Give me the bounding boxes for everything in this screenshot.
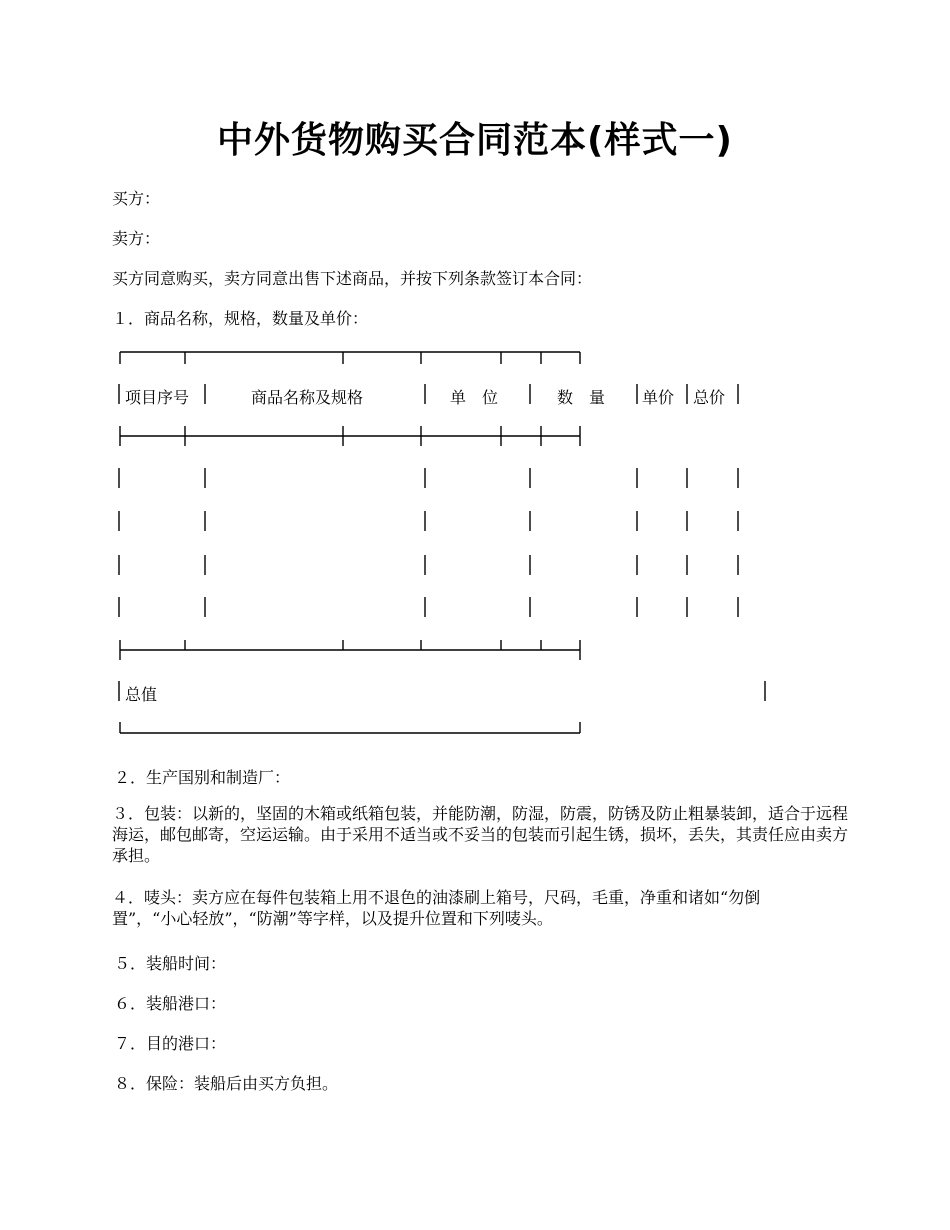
document-title: 中外货物购买合同范本(样式一): [217, 120, 733, 161]
clause-7: ７．目的港口：: [114, 1034, 227, 1053]
header-unit-price: 单价: [642, 388, 675, 407]
clause-8: ８．保险：装船后由买方负担。: [114, 1074, 339, 1093]
total-value-label: 总值: [125, 685, 158, 704]
clause-1: １．商品名称，规格，数量及单价：: [112, 309, 369, 328]
buyer-label: 买方：: [112, 189, 161, 208]
seller-label: 卖方：: [112, 229, 161, 248]
header-item-no: 项目序号: [125, 388, 190, 407]
clause-5: ５．装船时间：: [114, 954, 227, 973]
clause-2: ２．生产国别和制造厂：: [114, 768, 291, 787]
clause-4: ４．唛头：卖方应在每件包装箱上用不退色的油漆刷上箱号，尺码，毛重，净重和诸如“勿倒置”，“小心轻放”，“防潮”等字样，以及提升位置和下列唛头。: [112, 888, 761, 928]
header-unit: 单 位: [450, 388, 499, 407]
intro-text: 买方同意购买，卖方同意出售下述商品，并按下列条款签订本合同：: [112, 269, 593, 288]
header-total-price: 总价: [693, 388, 726, 407]
header-name-spec: 商品名称及规格: [251, 388, 364, 407]
clause-3: ３．包装：以新的，坚固的木箱或纸箱包装，并能防潮，防湿，防震，防锈及防止粗暴装卸，适合于远程海运，邮包邮寄，空运运输。由于采用不适当或不妥当的包装而引起生锈，损坏，丢失，其责任应由卖方承担。: [112, 804, 849, 865]
clause-6: ６．装船港口：: [114, 994, 227, 1013]
table-empty-rows: [119, 468, 738, 617]
header-quantity: 数 量: [557, 388, 606, 407]
